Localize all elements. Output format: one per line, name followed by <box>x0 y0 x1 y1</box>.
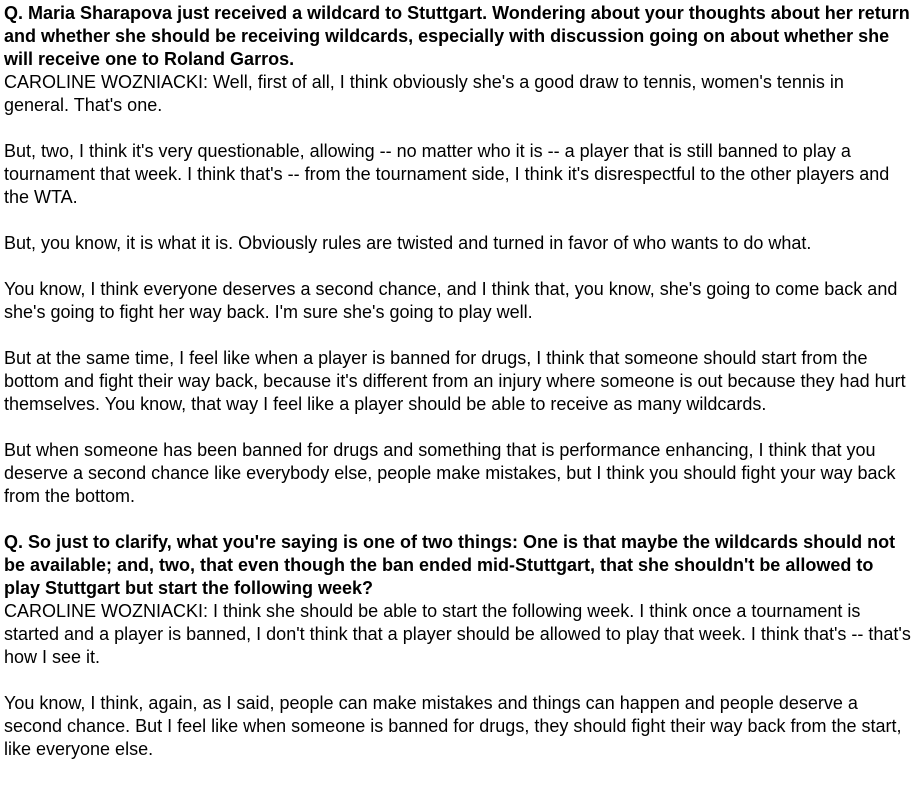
answer-paragraph: But, you know, it is what it is. Obviously rules are twisted and turned in favor of who wants to do what. <box>4 233 812 253</box>
question-2: Q. So just to clarify, what you're saying is one of two things: One is that maybe the wildcards should not be available; and, two, that even though the ban ended mid-Stuttgart, that she shouldn't be allowed to play Stuttgart but start the following week? <box>4 532 896 598</box>
answer-paragraph: But when someone has been banned for drugs and something that is performance enhancing, I think that you deserve a second chance like everybody else, people make mistakes, but I think you should fight your way back from the bottom. <box>4 440 896 506</box>
answer-paragraph: You know, I think, again, as I said, people can make mistakes and things can happen and people deserve a second chance. But I feel like when someone is banned for drugs, they should fight their way back from the start, like everyone else. <box>4 693 902 759</box>
question-1: Q. Maria Sharapova just received a wildcard to Stuttgart. Wondering about your thoughts about her return and whether she should be receiving wildcards, especially with discussion going on about whether she will receive one to Roland Garros. <box>4 3 910 69</box>
answer-paragraph: CAROLINE WOZNIACKI: I think she should be able to start the following week. I think once a tournament is started and a player is banned, I don't think that a player should be allowed to play that week. I think that's -- that's how I see it. <box>4 601 911 667</box>
answer-paragraph: CAROLINE WOZNIACKI: Well, first of all, I think obviously she's a good draw to tennis, women's tennis in general. That's one. <box>4 72 844 115</box>
qa-block-2 <box>4 531 912 761</box>
answer-paragraph: You know, I think everyone deserves a second chance, and I think that, you know, she's going to come back and she's going to fight her way back. I'm sure she's going to play well. <box>4 279 898 322</box>
answer-paragraph: But at the same time, I feel like when a player is banned for drugs, I think that someone should start from the bottom and fight their way back, because it's different from an injury where someone is out because they had hurt themselves. You know, that way I feel like a player should be able to receive as many wildcards. <box>4 348 906 414</box>
answer-paragraph: But, two, I think it's very questionable, allowing -- no matter who it is -- a player that is still banned to play a tournament that week. I think that's -- from the tournament side, I think it's disrespectful to the other players and the WTA. <box>4 141 890 207</box>
qa-block-1 <box>4 2 912 508</box>
